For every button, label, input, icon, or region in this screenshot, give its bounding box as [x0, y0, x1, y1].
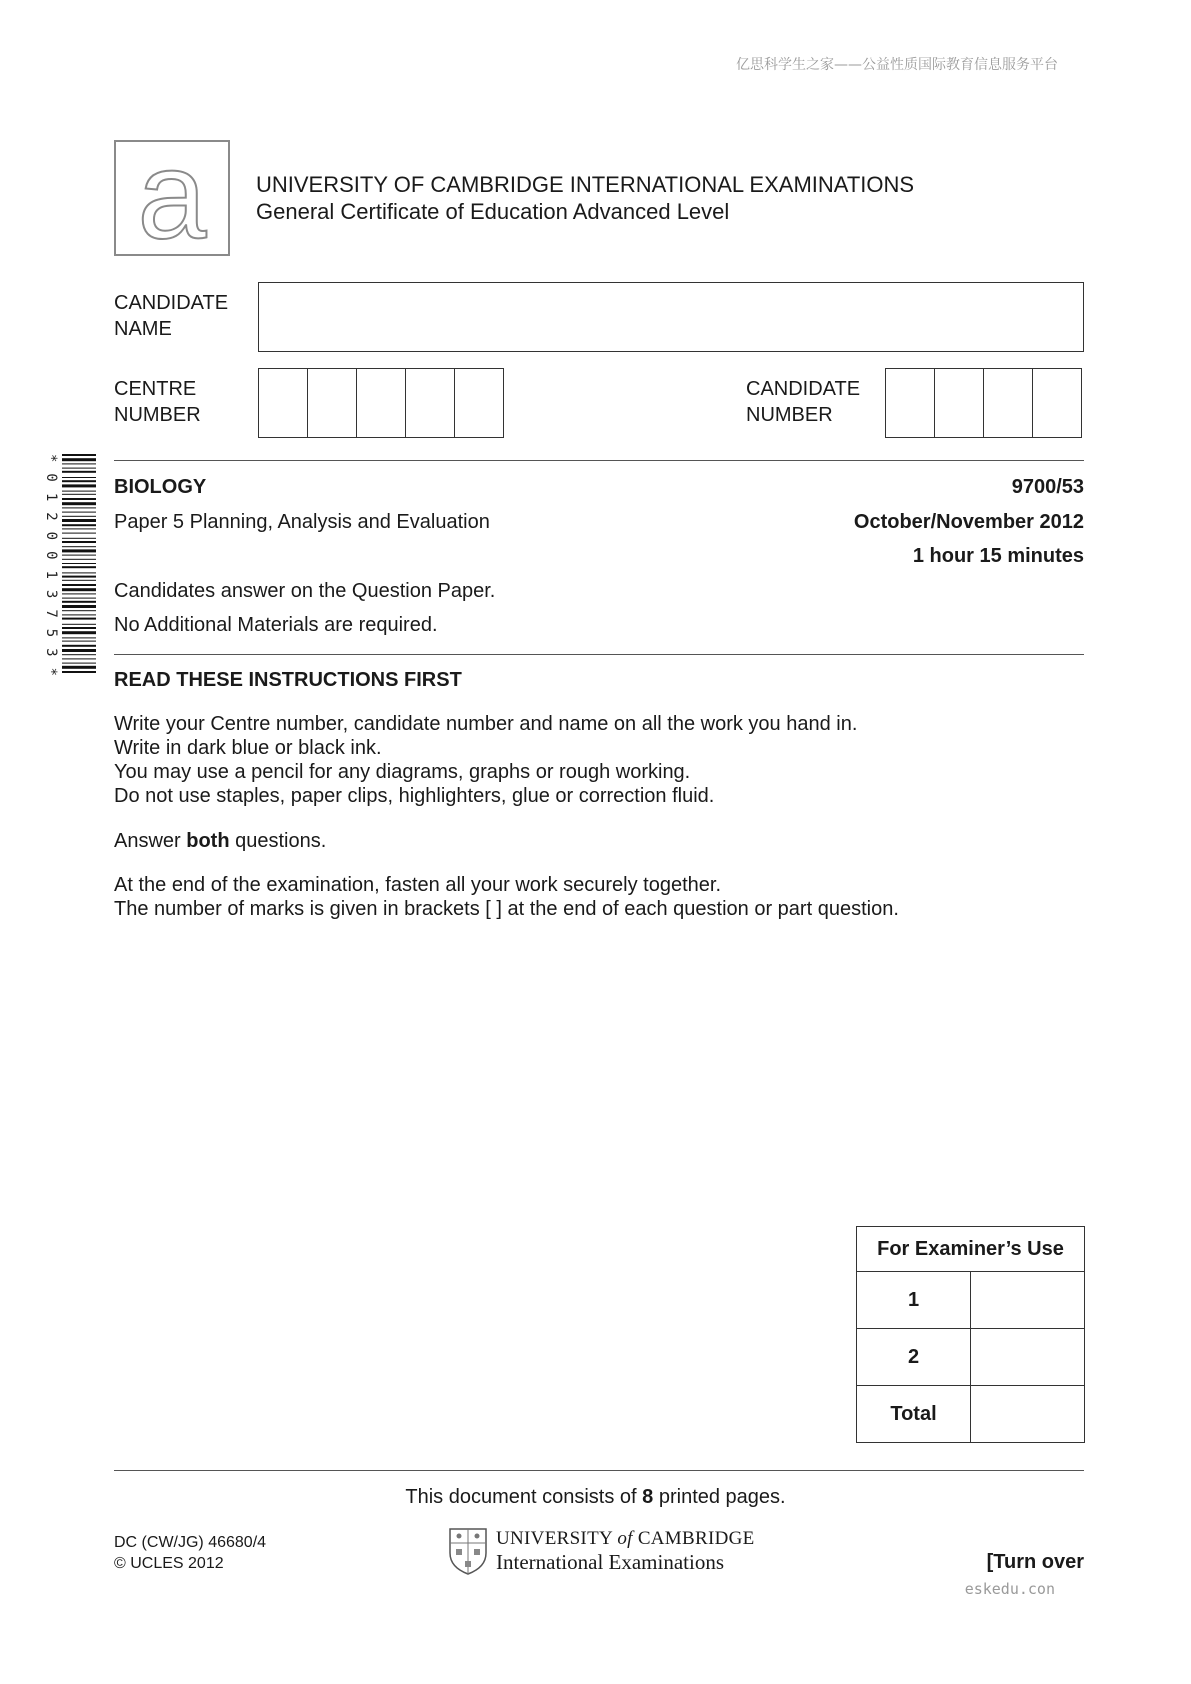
subject: BIOLOGY: [114, 476, 207, 498]
candidate-digit-box[interactable]: [983, 368, 1033, 438]
barcode-bar: [62, 498, 96, 500]
barcode: [44, 452, 96, 678]
divider: [114, 654, 1084, 655]
bottom-watermark: eskedu.con: [964, 1580, 1055, 1598]
barcode-bar: [62, 559, 96, 560]
barcode-bar: [62, 649, 96, 652]
barcode-graphic: [44, 452, 96, 678]
barcode-bar: [62, 658, 96, 659]
barcode-bar: [62, 601, 96, 603]
candidate-name-field[interactable]: [258, 282, 1084, 352]
barcode-bar: [62, 494, 96, 495]
answer-instruction: Answer both questions.: [114, 830, 327, 852]
international-examinations-wordmark: International Examinations: [496, 1550, 725, 1574]
centre-digit-box[interactable]: [307, 368, 357, 438]
barcode-bar: [62, 512, 96, 513]
barcode-bar: [62, 624, 96, 625]
barcode-bar: [62, 524, 96, 526]
barcode-bar: [62, 555, 96, 556]
barcode-bar: [62, 614, 96, 615]
cambridge-crest-icon: [448, 1527, 488, 1575]
barcode-bar: [62, 627, 96, 629]
cambridge-logo: [448, 1527, 755, 1575]
barcode-bar: [62, 598, 96, 599]
candidate-number-field[interactable]: [885, 368, 1082, 438]
barcode-bar: [62, 480, 96, 482]
marks-cell: [971, 1329, 1085, 1386]
cie-a-logo: [114, 140, 230, 256]
page-count-note: This document consists of 8 printed pages.: [405, 1486, 786, 1508]
barcode-bar: [62, 641, 96, 642]
barcode-bar: [62, 458, 96, 461]
barcode-bar: [62, 546, 96, 547]
barcode-bar: [62, 538, 96, 539]
barcode-bar: [62, 666, 96, 669]
centre-digit-box[interactable]: [258, 368, 308, 438]
instruction-line: Do not use staples, paper clips, highlighters, glue or correction fluid.: [114, 785, 715, 807]
divider: [114, 460, 1084, 461]
barcode-text: *0120013753*: [44, 454, 59, 676]
candidate-digit-box[interactable]: [1032, 368, 1082, 438]
barcode-bar: [62, 519, 96, 522]
candidate-digit-box[interactable]: [885, 368, 935, 438]
barcode-bar: [62, 580, 96, 581]
centre-digit-box[interactable]: [356, 368, 406, 438]
barcode-bar: [62, 654, 96, 655]
copyright: © UCLES 2012: [114, 1555, 224, 1572]
turn-over: [Turn over: [986, 1551, 1084, 1573]
barcode-bar: [62, 610, 96, 611]
centre-digit-box[interactable]: [405, 368, 455, 438]
exam-duration: 1 hour 15 minutes: [912, 545, 1084, 567]
barcode-bar: [62, 572, 96, 573]
instruction-line: Write in dark blue or black ink.: [114, 737, 382, 759]
materials-note: No Additional Materials are required.: [114, 614, 438, 636]
barcode-bar: [62, 584, 96, 586]
barcode-bar: [62, 671, 96, 673]
question-number-cell: 2: [857, 1329, 971, 1386]
barcode-bar: [62, 566, 96, 568]
centre-number-field[interactable]: [258, 368, 504, 438]
svg-text:a: a: [137, 142, 207, 254]
barcode-bar: [62, 528, 96, 529]
divider: [114, 1470, 1084, 1471]
barcode-bar: [62, 663, 96, 664]
barcode-bar: [62, 593, 96, 594]
barcode-bar: [62, 631, 96, 634]
answer-on-paper-note: Candidates answer on the Question Paper.: [114, 580, 496, 602]
barcode-bar: [62, 468, 96, 469]
document-reference: DC (CW/JG) 46680/4: [114, 1534, 267, 1551]
cambridge-wordmark: UNIVERSITY of CAMBRIDGE: [496, 1528, 755, 1549]
centre-digit-box[interactable]: [454, 368, 504, 438]
barcode-bar: [62, 637, 96, 638]
marks-cell: [971, 1386, 1085, 1443]
barcode-bar: [62, 563, 96, 564]
barcode-bar: [62, 477, 96, 478]
question-number-cell: 1: [857, 1272, 971, 1329]
barcode-bar: [62, 491, 96, 492]
exam-board-title: UNIVERSITY OF CAMBRIDGE INTERNATIONAL EXAMINATIONS: [256, 172, 915, 197]
examiners-use-heading: For Examiner’s Use: [857, 1227, 1085, 1272]
barcode-bar: [62, 645, 96, 647]
total-cell: Total: [857, 1386, 971, 1443]
instruction-line: You may use a pencil for any diagrams, graphs or rough working.: [114, 761, 691, 783]
candidate-digit-box[interactable]: [934, 368, 984, 438]
barcode-bar: [62, 588, 96, 591]
instruction-line: At the end of the examination, fasten all your work securely together.: [114, 874, 722, 896]
marks-cell: [971, 1272, 1085, 1329]
instruction-line: The number of marks is given in brackets [ ] at the end of each question or part question.: [114, 898, 899, 920]
paper-title: Paper 5 Planning, Analysis and Evaluation: [114, 511, 490, 533]
barcode-bar: [62, 484, 96, 487]
candidate-name-label: CANDIDATE NAME: [114, 292, 229, 340]
instructions-block: [114, 712, 857, 808]
barcode-bar: [62, 576, 96, 578]
barcode-bar: [62, 533, 96, 534]
barcode-bar: [62, 454, 96, 456]
barcode-bar: [62, 618, 96, 620]
barcode-bar: [62, 502, 96, 505]
candidate-number-label: CANDIDATE NUMBER: [746, 378, 861, 426]
qualification-title: General Certificate of Education Advanced Level: [256, 199, 730, 224]
exam-session: October/November 2012: [853, 511, 1084, 533]
paper-code: 9700/53: [1011, 476, 1084, 498]
examiners-use-table: [856, 1226, 1085, 1443]
instructions-heading: READ THESE INSTRUCTIONS FIRST: [114, 669, 462, 691]
barcode-bar: [62, 463, 96, 464]
barcode-bar: [62, 507, 96, 508]
barcode-bar: [62, 549, 96, 552]
end-instructions: [114, 873, 899, 921]
barcode-bar: [62, 605, 96, 608]
instruction-line: Write your Centre number, candidate number and name on all the work you hand in.: [114, 713, 858, 735]
top-watermark: 亿思科学生之家——公益性质国际教育信息服务平台: [736, 57, 1058, 73]
barcode-bar: [62, 516, 96, 517]
barcode-bar: [62, 541, 96, 543]
centre-number-label: CENTRE NUMBER: [114, 378, 201, 426]
barcode-bar: [62, 471, 96, 473]
